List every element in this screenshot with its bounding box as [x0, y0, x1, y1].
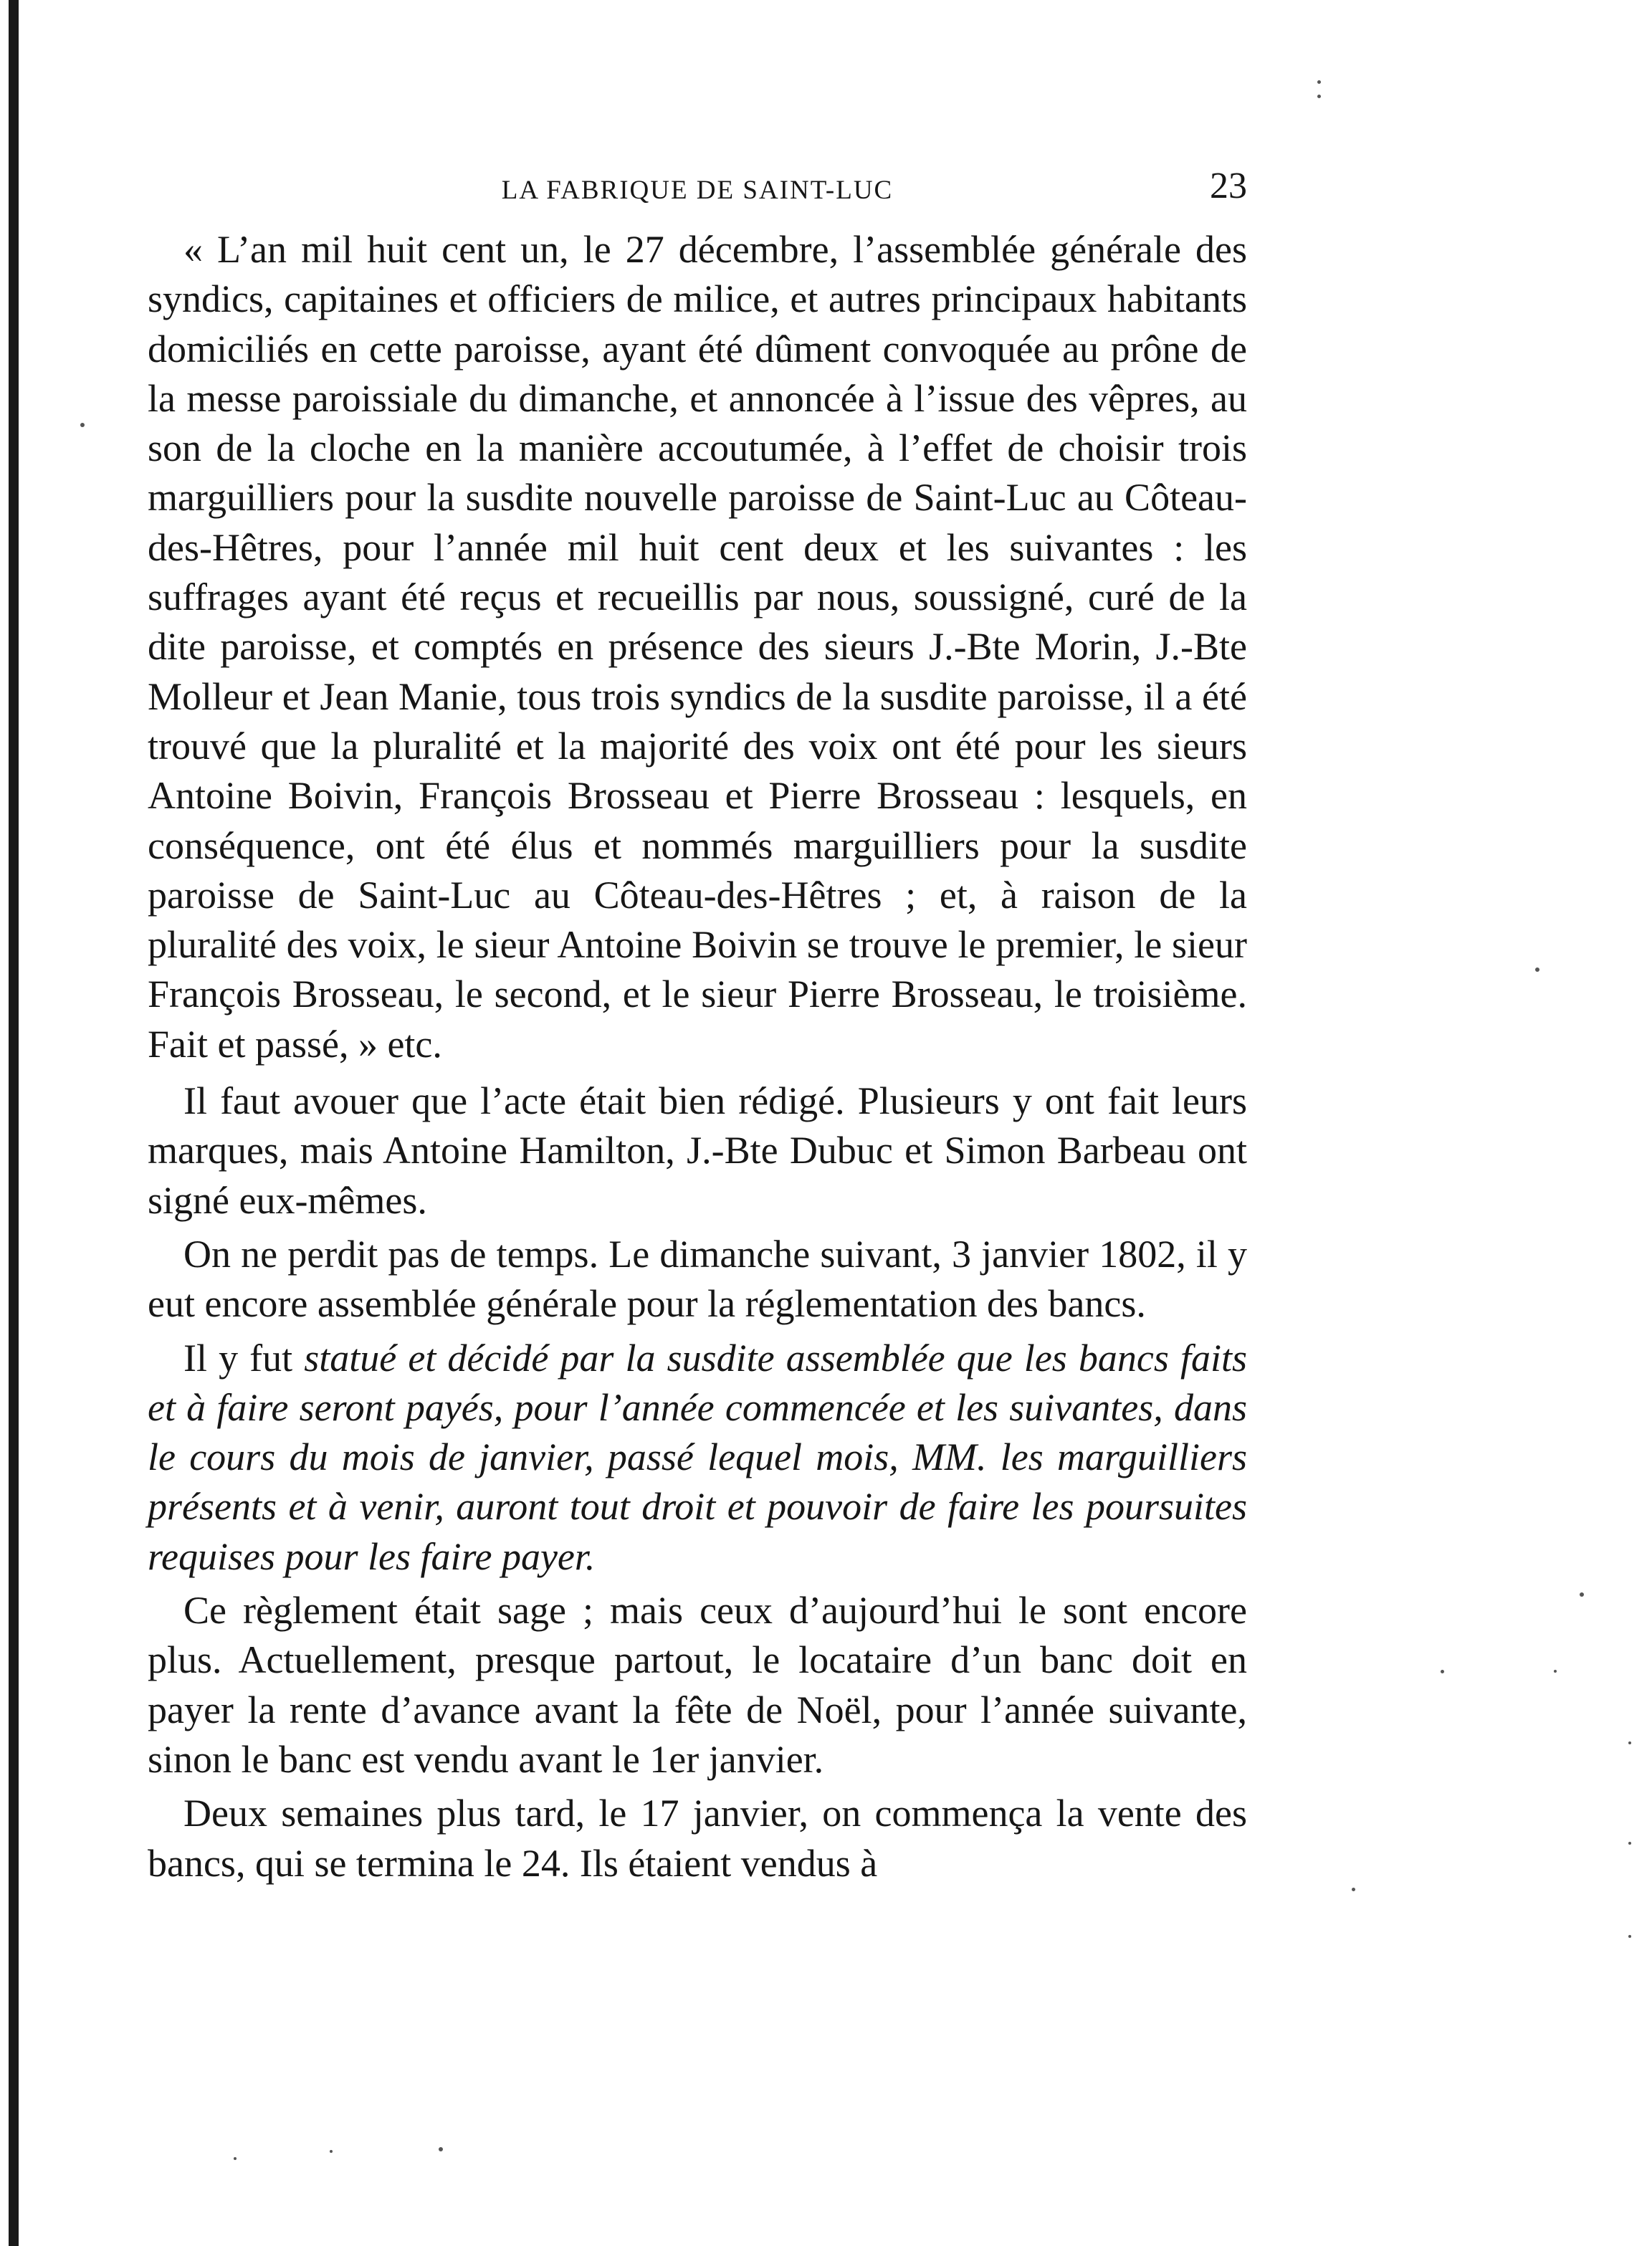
scan-speck — [80, 423, 85, 427]
scan-speck — [1628, 1842, 1631, 1845]
scan-speck — [1628, 1935, 1631, 1938]
paragraph: Ce règlement était sage ; mais ceux d’aujourd’hui le sont encore plus. Actuellement, presque partout, le locataire d’un banc doit en payer la rente d’avance avant la fête de Noël, pour l’année suivante, sinon le banc est vendu avant le 1er janvier. — [148, 1589, 1247, 1781]
running-head — [148, 153, 1247, 225]
scan-speck — [1441, 1670, 1444, 1673]
italic-resolution-text: statué et décidé par la susdite assemblée que les bancs faits et à faire seront payés, pour l’année commencée et les suivantes, dans le cours du mois de janvier, passé lequel mois, MM. les marguilliers présents et à venir, auront tout droit et pouvoir de faire les poursuites requises pour les faire payer. — [148, 1336, 1247, 1578]
scan-speck — [1628, 1741, 1631, 1744]
paragraph-resolution — [148, 1334, 1247, 1582]
scan-speck — [1317, 95, 1321, 98]
scan-speck — [330, 2150, 333, 2153]
scan-speck — [1317, 80, 1321, 84]
scan-speck — [1352, 1888, 1355, 1891]
paragraph: Deux semaines plus tard, le 17 janvier, on commença la vente des bancs, qui se termina le 24. Ils étaient vendus à — [148, 1792, 1247, 1885]
page-number: 23 — [1210, 166, 1247, 206]
paragraph-lead: Il y fut — [183, 1336, 305, 1380]
paragraph: Il faut avouer que l’acte était bien rédigé. Plusieurs y ont fait leurs marques, mais Antoine Hamilton, J.-Bte Dubuc et Simon Barbeau ont signé eux-mêmes. — [148, 1079, 1247, 1222]
book-page — [148, 153, 1247, 1888]
quoted-act-paragraph: « L’an mil huit cent un, le 27 décembre, l’assemblée générale des syndics, capitaines et officiers de milice, et autres principaux habitants domiciliés en cette paroisse, ayant été dûment convoquée au prône de la messe paroissiale du dimanche, et annoncée à l’issue des vêpres, au son de la cloche en la manière accoutumée, à l’effet de choisir trois marguilliers pour la susdite nouvelle paroisse de Saint-Luc au Côteau-des-Hêtres, pour l’année mil huit cent deux et les suivantes : les suffrages ayant été reçus et recueillis par nous, soussigné, curé de la dite paroisse, et comptés en présence des sieurs J.-Bte Morin, J.-Bte Molleur et Jean Manie, tous trois syndics de la susdite paroisse, il a été trouvé que la pluralité et la majorité des voix ont été pour les sieurs Antoine Boivin, François Brosseau et Pierre Brosseau : lesquels, en conséquence, ont été élus et nommés marguilliers pour la susdite paroisse de Saint-Luc au Côteau-des-Hêtres ; et, à raison de la pluralité des voix, le sieur Antoine Boivin se trouve le premier, le sieur François Brosseau, le second, et le sieur Pierre Brosseau, le troisième. Fait et passé, » etc. — [148, 228, 1247, 1066]
scan-speck — [234, 2157, 237, 2160]
scan-speck — [1535, 967, 1539, 972]
paragraph: On ne perdit pas de temps. Le dimanche suivant, 3 janvier 1802, il y eut encore assemblée générale pour la réglementation des bancs. — [148, 1232, 1247, 1326]
running-title: LA FABRIQUE DE SAINT-LUC — [501, 176, 894, 205]
binding-edge — [9, 0, 19, 2246]
scan-speck — [1580, 1592, 1584, 1597]
scan-speck — [439, 2147, 443, 2151]
scan-speck — [1554, 1670, 1557, 1673]
